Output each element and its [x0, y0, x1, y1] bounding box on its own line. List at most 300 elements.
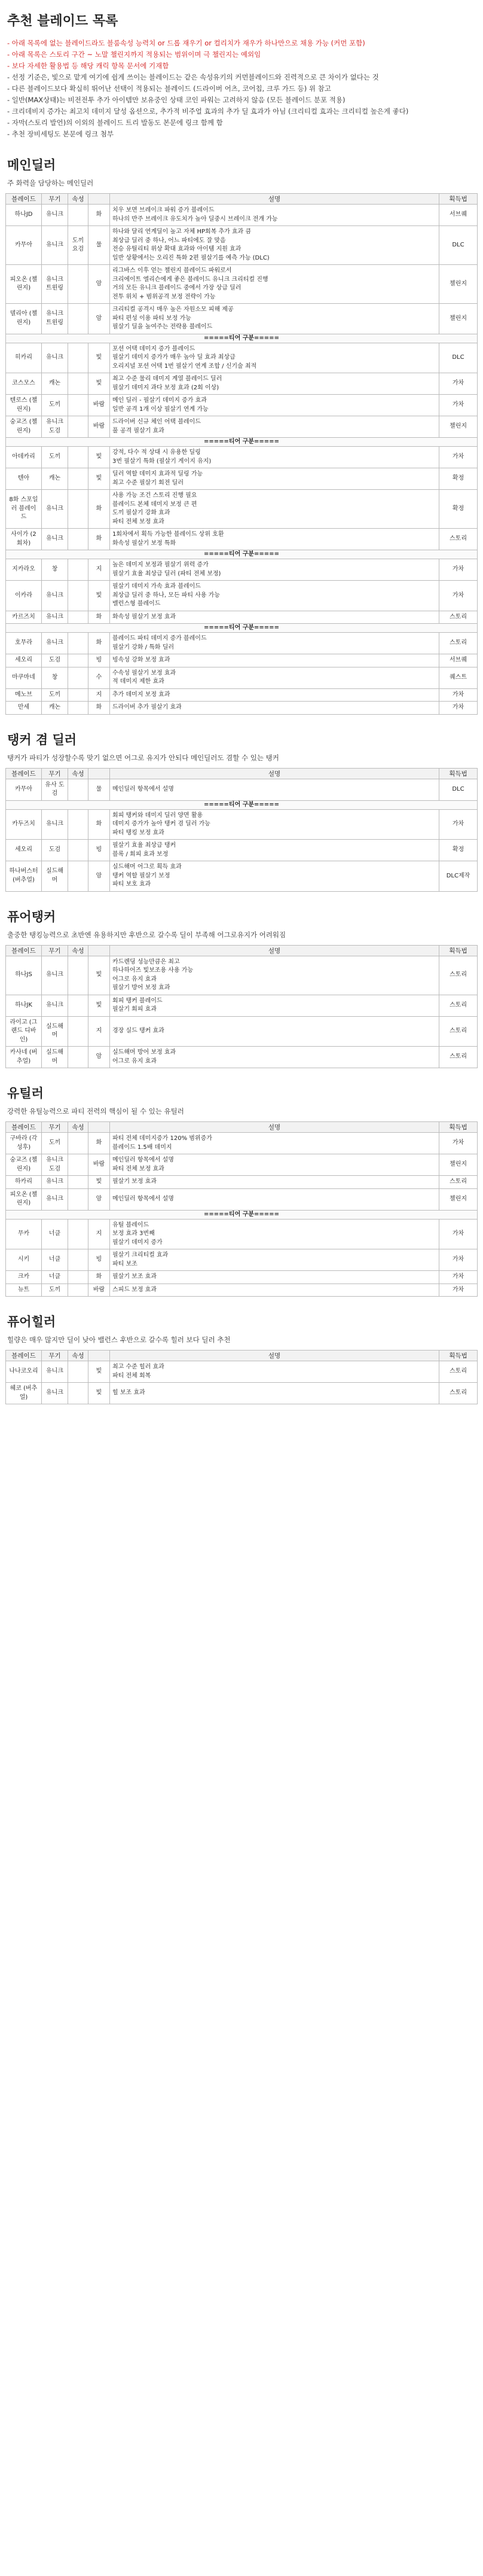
table-header-row: [6, 768, 478, 779]
tag-cell: 빛: [88, 1361, 110, 1383]
description-cell: [110, 1249, 439, 1271]
description-line: 하나하어즈 빛보조용 사용 가능: [112, 967, 194, 974]
weapon-cell: 유니크: [42, 226, 68, 265]
tag-cell: 지: [88, 1016, 110, 1047]
description-line: 최고 수준 필살기 회전 딜러: [112, 479, 184, 486]
description-line: 크리에이트 엘리슨에게 좋은 블레이드 유니크 크리티컬 진행: [112, 276, 268, 283]
element-cell: [68, 447, 88, 468]
weapon-cell: 유니크: [42, 809, 68, 840]
obtain-method-cell: 가차: [439, 1284, 478, 1297]
intro-line: - 추천 장비세팅도 본문에 링크 첨부: [7, 130, 114, 138]
blade-table: [5, 768, 478, 892]
description-line: 하나와 달리 연계딜이 높고 자체 HP회복 추가 효과 큼: [112, 228, 252, 235]
blade-name-cell: 사이가 (2회차): [6, 529, 42, 550]
blade-name-cell: 하나JK: [6, 995, 42, 1016]
column-header: 설명: [110, 768, 439, 779]
tag-cell: 지: [88, 1219, 110, 1249]
tag-cell: 화: [88, 1271, 110, 1284]
column-header: 획득법: [439, 1122, 478, 1133]
description-line: 필살기 데미지 가속 효과 블레이드: [112, 583, 201, 590]
description-line: 크리티컬 공격시 매우 높은 자원소모 피해 제공: [112, 306, 234, 313]
description-line: 보정 효과 3번째: [112, 1230, 155, 1237]
blade-name-cell: 카무아: [6, 226, 42, 265]
description-line: 드라이버 신규 체인 어택 블레이드: [112, 419, 201, 425]
tag-cell: 바람: [88, 1154, 110, 1176]
weapon-cell: 유니크: [42, 611, 68, 624]
obtain-method-cell: 가차: [439, 1271, 478, 1284]
description-line: 파티 보조: [112, 1260, 137, 1267]
section-title: 탱커 겸 딜러: [7, 732, 77, 747]
weapon-cell: 유니크: [42, 633, 68, 654]
description-line: 밸런스형 블레이드: [112, 600, 161, 607]
description-line: 탱커 역할 필살기 보정: [112, 872, 170, 879]
table-row: [6, 490, 478, 529]
section-description: 강력한 유틸능력으로 파티 전력의 핵심이 될 수 있는 유틸러: [7, 1107, 184, 1115]
description-line: 파티 전체 보정 효과: [112, 518, 164, 525]
description-line: 유틸 블레이드: [112, 1221, 149, 1228]
tier-divider-label: =====티어 구분=====: [6, 624, 478, 633]
description-line: 수속성 필살기 보정 효과: [112, 669, 176, 676]
weapon-cell: 도끼: [42, 1284, 68, 1297]
column-header: [88, 1122, 110, 1133]
description-line: 3번 필살기 특화 (필살기 게이지 유지): [112, 458, 212, 465]
description-cell: [110, 861, 439, 892]
description-cell: [110, 1176, 439, 1189]
obtain-method-cell: DLC: [439, 226, 478, 265]
blade-name-cell: 하나버스터 (버추얼): [6, 861, 42, 892]
description-line: 필살기 회피 효과: [112, 1006, 157, 1013]
tag-cell: 암: [88, 861, 110, 892]
description-cell: [110, 633, 439, 654]
tag-cell: 빛: [88, 956, 110, 995]
table-row: [6, 688, 478, 702]
section-description: 출중한 탱킹능력으로 초반엔 유용하지만 후반으로 갈수록 딜이 부족해 어그로유지가 어려워짐: [7, 930, 286, 939]
intro-line: - 크리데비지 증가는 최고치 데미지 달성 옵션으로, 추가적 비주얼 효과의 추가 딜 효과가 아님 (크리티컬 효과는 크리티컬 높은게 좋다): [7, 107, 409, 115]
column-header: 획득법: [439, 945, 478, 956]
description-line: 최고 수준 힐러 효과: [112, 1364, 164, 1370]
tag-cell: 빙: [88, 840, 110, 861]
tag-cell: 바람: [88, 1284, 110, 1297]
table-row: [6, 1271, 478, 1284]
column-header: [88, 768, 110, 779]
description-line: 1회차에서 획득 가능한 블레이드 상위 호환: [112, 531, 224, 538]
tag-cell: 빙: [88, 1249, 110, 1271]
tag-cell: 화: [88, 611, 110, 624]
tag-cell: 암: [88, 1188, 110, 1210]
element-cell: [68, 611, 88, 624]
section-title: 유틸러: [7, 1086, 44, 1100]
description-line: 풀 공격 필살기 효과: [112, 427, 164, 434]
obtain-method-cell: 챌린지: [439, 304, 478, 334]
description-cell: [110, 468, 439, 490]
obtain-method-cell: 스토리: [439, 995, 478, 1016]
weapon-cell: 유니크: [42, 1188, 68, 1210]
table-row: [6, 1016, 478, 1047]
element-cell: [68, 265, 88, 304]
description-cell: [110, 1133, 439, 1154]
element-cell: [68, 861, 88, 892]
tag-cell: 물: [88, 779, 110, 800]
tag-cell: 암: [88, 265, 110, 304]
weapon-cell: 도끼: [42, 1133, 68, 1154]
description-cell: [110, 1383, 439, 1404]
column-header: 설명: [110, 1351, 439, 1361]
tier-divider-label: =====티어 구분=====: [6, 1210, 478, 1219]
blade-name-cell: 호무라: [6, 633, 42, 654]
weapon-cell: 너클: [42, 1249, 68, 1271]
element-cell: [68, 956, 88, 995]
weapon-cell: 도끼: [42, 395, 68, 416]
sections: [5, 156, 478, 1404]
weapon-cell: 너클: [42, 1271, 68, 1284]
description-line: 힐 보조 효과: [112, 1389, 145, 1397]
tag-cell: 화: [88, 809, 110, 840]
column-header: 무기: [42, 945, 68, 956]
obtain-method-cell: 스토리: [439, 1047, 478, 1068]
description-line: 실드해머 어그로 획득 효과: [112, 864, 182, 870]
weapon-cell: 유니크: [42, 1176, 68, 1189]
description-line: 회피 탱커 블레이드: [112, 997, 163, 1004]
obtain-method-cell: 확정: [439, 468, 478, 490]
column-header: 속성: [68, 1351, 88, 1361]
tag-cell: 화: [88, 529, 110, 550]
description-line: 실드해머 방어 보정 효과: [112, 1049, 176, 1056]
column-header: 설명: [110, 194, 439, 205]
description-cell: [110, 667, 439, 688]
blade-name-cell: 하나JD: [6, 205, 42, 226]
description-line: 어그로 유지 효과: [112, 975, 157, 983]
column-header: 속성: [68, 768, 88, 779]
tag-cell: 지: [88, 559, 110, 581]
weapon-cell: 유니크: [42, 995, 68, 1016]
obtain-method-cell: 챌린지: [439, 1188, 478, 1210]
tag-cell: 빛: [88, 468, 110, 490]
description-line: 어그로 유지 효과: [112, 1057, 157, 1065]
table-row: [6, 702, 478, 715]
column-header: 속성: [68, 945, 88, 956]
description-cell: [110, 559, 439, 581]
description-line: 블레이드 본체 데미지 보정 큰 편: [112, 501, 197, 508]
column-header: [88, 1351, 110, 1361]
blade-table: [5, 945, 478, 1069]
blade-name-cell: 지카라오: [6, 559, 42, 581]
description-line: 파티 전체 보정 효과: [112, 1165, 164, 1172]
blade-name-cell: 하나JS: [6, 956, 42, 995]
section-description: 탱커가 파티가 성장할수록 맞기 없으면 어그로 유지가 안되다 메인딜러도 겸할 수 있는 탱커: [7, 753, 279, 762]
description-cell: [110, 1271, 439, 1284]
section-title: 메인딜러: [7, 158, 56, 172]
tag-cell: 화: [88, 633, 110, 654]
description-line: 드라이버 추가 필살기 효과: [112, 704, 182, 711]
table-row: [6, 611, 478, 624]
weapon-cell: 도끼: [42, 688, 68, 702]
description-line: 필살기 크리티컬 효과: [112, 1252, 169, 1258]
description-line: 블레이드 파티 데미지 증가 블레이드: [112, 635, 207, 642]
element-cell: [68, 1249, 88, 1271]
element-cell: [68, 373, 88, 395]
table-row: [6, 1188, 478, 1210]
tag-cell: 지: [88, 688, 110, 702]
blade-name-cell: 카두즈치: [6, 809, 42, 840]
description-line: 파티 전체 회복: [112, 1372, 151, 1379]
table-row: [6, 667, 478, 688]
tag-cell: 빛: [88, 373, 110, 395]
intro-line: - 다른 블레이드보다 확실히 뛰어난 선택이 적용되는 블레이드 (드라이버 어츠, 코어칩, 크루 가드 등) 위 참고: [7, 84, 331, 93]
table-row: [6, 205, 478, 226]
element-cell: [68, 1361, 88, 1383]
table-row: [6, 809, 478, 840]
description-cell: [110, 1361, 439, 1383]
element-cell: [68, 416, 88, 438]
blade-table: [5, 1350, 478, 1404]
table-row: [6, 840, 478, 861]
description-cell: [110, 840, 439, 861]
obtain-method-cell: 확정: [439, 490, 478, 529]
obtain-method-cell: 챌린지: [439, 1154, 478, 1176]
tag-cell: 빛: [88, 581, 110, 611]
obtain-method-cell: 챌린지: [439, 416, 478, 438]
table-row: [6, 1284, 478, 1297]
tier-divider-label: =====티어 구분=====: [6, 334, 478, 343]
description-line: 딜러 역할 데미지 효과적 딜링 가능: [112, 471, 203, 477]
description-line: 필살기 강화 / 특화 딜러: [112, 644, 175, 651]
weapon-cell: 창: [42, 559, 68, 581]
blade-name-cell: 크카: [6, 1271, 42, 1284]
description-line: 하나의 반주 브레이크 유도치가 높아 딜중시 브레이크 전개 가능: [112, 215, 278, 222]
weapon-cell: 유니크 도검: [42, 1154, 68, 1176]
obtain-method-cell: 챌린지: [439, 265, 478, 304]
weapon-cell: 캐논: [42, 702, 68, 715]
obtain-method-cell: 가차: [439, 581, 478, 611]
column-header: 블레이드: [6, 1351, 42, 1361]
table-row: [6, 1361, 478, 1383]
obtain-method-cell: 가차: [439, 1219, 478, 1249]
description-line: 필살기 보조 효과: [112, 1273, 157, 1280]
blade-name-cell: 카르즈치: [6, 611, 42, 624]
obtain-method-cell: 퀘스트: [439, 667, 478, 688]
table-row: [6, 654, 478, 667]
table-header-row: [6, 1122, 478, 1133]
obtain-method-cell: 가차: [439, 809, 478, 840]
tier-divider: [6, 1210, 478, 1219]
description-line: 사용 가능 조건 스토리 진행 필요: [112, 492, 197, 499]
description-line: 적 데미지 제한 효과: [112, 678, 164, 685]
table-row: [6, 861, 478, 892]
description-line: 회피 탱커와 데미지 딜러 양면 활용: [112, 812, 203, 819]
description-cell: [110, 688, 439, 702]
blade-name-cell: 구바라 (각성후): [6, 1133, 42, 1154]
element-cell: 도끼 요검: [68, 226, 88, 265]
element-cell: [68, 1016, 88, 1047]
column-header: 블레이드: [6, 1122, 42, 1133]
table-row: [6, 1219, 478, 1249]
description-cell: [110, 226, 439, 265]
tag-cell: 바람: [88, 395, 110, 416]
blade-name-cell: 카사네 (버추얼): [6, 1047, 42, 1068]
table-header-row: [6, 194, 478, 205]
weapon-cell: 유니크: [42, 490, 68, 529]
description-line: 화속성 필살기 보정 효과: [112, 613, 176, 620]
weapon-cell: 실드해머: [42, 1016, 68, 1047]
weapon-cell: 유니크: [42, 343, 68, 373]
element-cell: [68, 304, 88, 334]
weapon-cell: 너클: [42, 1219, 68, 1249]
blade-name-cell: 나나코오리: [6, 1361, 42, 1383]
description-line: 화속성 필살기 보정 특화: [112, 539, 176, 547]
table-row: [6, 995, 478, 1016]
tier-divider-label: =====티어 구분=====: [6, 800, 478, 809]
tier-divider: [6, 800, 478, 809]
element-cell: [68, 468, 88, 490]
blade-name-cell: 세오리: [6, 654, 42, 667]
description-cell: [110, 702, 439, 715]
description-line: 강적, 다수 적 상대 시 유용한 딜링: [112, 449, 201, 456]
description-line: 빙속성 강화 보정 효과: [112, 657, 170, 663]
table-row: [6, 395, 478, 416]
blade-name-cell: 라이고 (그랜드 디바인): [6, 1016, 42, 1047]
description-cell: [110, 447, 439, 468]
element-cell: [68, 1176, 88, 1189]
weapon-cell: 캐논: [42, 468, 68, 490]
element-cell: [68, 1219, 88, 1249]
description-cell: [110, 1284, 439, 1297]
weapon-cell: 도검: [42, 654, 68, 667]
obtain-method-cell: 서브퀘: [439, 205, 478, 226]
obtain-method-cell: 스토리: [439, 1176, 478, 1189]
section-description: 힐량은 매우 많지만 딜이 낮아 밸런스 후반으로 갈수록 힐러 보다 딜러 추천: [7, 1336, 231, 1344]
intro-line: - 선정 기준은, 빛으로 맡게 여기에 쉽게 쓰이는 블레이드는 같은 속성유키의 커먼블레이드와 진력적으로 큰 차이가 없다는 것: [7, 73, 379, 81]
weapon-cell: 실드해머: [42, 861, 68, 892]
table-row: [6, 373, 478, 395]
description-line: 파티 편성 이용 파티 보정 가능: [112, 315, 191, 322]
element-cell: [68, 1154, 88, 1176]
description-cell: [110, 1154, 439, 1176]
blade-name-cell: 이카라: [6, 581, 42, 611]
column-header: 무기: [42, 1122, 68, 1133]
tag-cell: 빛: [88, 1176, 110, 1189]
weapon-cell: 도끼: [42, 447, 68, 468]
element-cell: [68, 559, 88, 581]
column-header: 설명: [110, 945, 439, 956]
column-header: 속성: [68, 1122, 88, 1133]
intro-line: - 일반(MAX상태)는 비전전투 추가 아이템만 보유중인 상태 코인 파워는 고려하지 않음 (모든 블레이드 분포 적용): [7, 96, 346, 104]
element-cell: [68, 995, 88, 1016]
table-row: [6, 226, 478, 265]
blade-name-cell: 히카리: [6, 343, 42, 373]
weapon-cell: 유니크 트윈링: [42, 265, 68, 304]
element-cell: [68, 688, 88, 702]
obtain-method-cell: 가차: [439, 1249, 478, 1271]
blade-name-cell: 세오리: [6, 840, 42, 861]
description-cell: [110, 529, 439, 550]
element-cell: [68, 633, 88, 654]
tier-divider: [6, 624, 478, 633]
description-line: 메인딜러 항목에서 설명: [112, 1195, 174, 1202]
table-row: [6, 529, 478, 550]
description-line: 필살기 효율 최상급 탱커: [112, 842, 176, 849]
tier-divider: [6, 550, 478, 559]
table-row: [6, 1047, 478, 1068]
obtain-method-cell: DLC: [439, 343, 478, 373]
table-row: [6, 416, 478, 438]
column-header: 무기: [42, 194, 68, 205]
description-line: 파티 탱킹 보정 효과: [112, 829, 164, 836]
section-description: 주 화력을 담당하는 메인딜러: [7, 179, 94, 187]
obtain-method-cell: 가차: [439, 1133, 478, 1154]
column-header: 획득법: [439, 1351, 478, 1361]
description-line: 블록 / 회피 효과 보정: [112, 850, 169, 858]
obtain-method-cell: 스토리: [439, 529, 478, 550]
weapon-cell: 유니크 트윈링: [42, 304, 68, 334]
column-header: 블레이드: [6, 768, 42, 779]
column-header: [88, 194, 110, 205]
weapon-cell: 유니크: [42, 581, 68, 611]
tier-divider: [6, 334, 478, 343]
description-line: 메인 딜러 - 필살기 데미지 증가 효과: [112, 397, 207, 404]
tier-divider-label: =====티어 구분=====: [6, 550, 478, 559]
description-line: 카드렌딩 성능만큼은 최고: [112, 958, 180, 965]
description-line: 최상급 딜러 중 하나, 모든 파티 사용 가능: [112, 592, 220, 599]
intro-line: - 자막(스토리 발언)의 이외의 블레이드 트리 발동도 본문에 링크 함께 함: [7, 118, 223, 127]
description-line: 파티 보호 효과: [112, 881, 151, 888]
blade-name-cell: 텐아: [6, 468, 42, 490]
tag-cell: 빛: [88, 447, 110, 468]
description-cell: [110, 1047, 439, 1068]
tier-divider-label: =====티어 구분=====: [6, 438, 478, 447]
element-cell: [68, 779, 88, 800]
tag-cell: 암: [88, 1047, 110, 1068]
weapon-cell: 유니크: [42, 1361, 68, 1383]
description-cell: [110, 265, 439, 304]
description-cell: [110, 654, 439, 667]
table-row: [6, 633, 478, 654]
description-line: 메인딜러 항목에서 설명: [112, 785, 174, 792]
blade-name-cell: 텐로스 (챌린지): [6, 395, 42, 416]
description-line: 필살기 효율 최상급 딜러 (파티 전체 보정): [112, 570, 221, 577]
table-row: [6, 304, 478, 334]
obtain-method-cell: 확정: [439, 840, 478, 861]
description-line: 블레이드 1.5배 데미지: [112, 1144, 172, 1151]
element-cell: [68, 1047, 88, 1068]
obtain-method-cell: 스토리: [439, 1383, 478, 1404]
column-header: [88, 945, 110, 956]
description-cell: [110, 1219, 439, 1249]
table-row: [6, 559, 478, 581]
intro-line: - 아래 목록에 없는 블레이드라도 블룸속성 능력치 or 드롭 재우기 or 컬리치가 재우가 하나만으로 채용 가능 (커먼 포함): [7, 39, 365, 47]
description-line: 데미지 증가가 높아 탱커 겸 딜러 가능: [112, 821, 210, 827]
element-cell: [68, 1133, 88, 1154]
element-cell: [68, 205, 88, 226]
blade-name-cell: 숭교즈 (챌린지): [6, 1154, 42, 1176]
blade-name-cell: 하카리: [6, 1176, 42, 1189]
column-header: 블레이드: [6, 194, 42, 205]
obtain-method-cell: 스토리: [439, 956, 478, 995]
obtain-method-cell: 스토리: [439, 633, 478, 654]
blade-name-cell: 피오온 (챌린지): [6, 1188, 42, 1210]
tag-cell: 바람: [88, 416, 110, 438]
description-line: 일반 상황에서는 오리진 특화 2편 필살기를 예측 가능 (DLC): [112, 254, 270, 261]
column-header: 블레이드: [6, 945, 42, 956]
description-line: 일반 공격 1개 이상 필살기 연계 가능: [112, 406, 209, 413]
description-cell: [110, 779, 439, 800]
description-cell: [110, 416, 439, 438]
obtain-method-cell: 서브퀘: [439, 654, 478, 667]
description-line: 오리지널 포션 어택 1번 필살기 연계 조합 / 신기술 최적: [112, 362, 257, 370]
blade-name-cell: 8화 스포일러 블레이드: [6, 490, 42, 529]
description-line: 필살기 데미지 과다 보정 효과 (2회 이상): [112, 384, 219, 391]
description-line: 높은 데미지 보정과 필살기 위력 증가: [112, 562, 209, 568]
tag-cell: 빛: [88, 343, 110, 373]
